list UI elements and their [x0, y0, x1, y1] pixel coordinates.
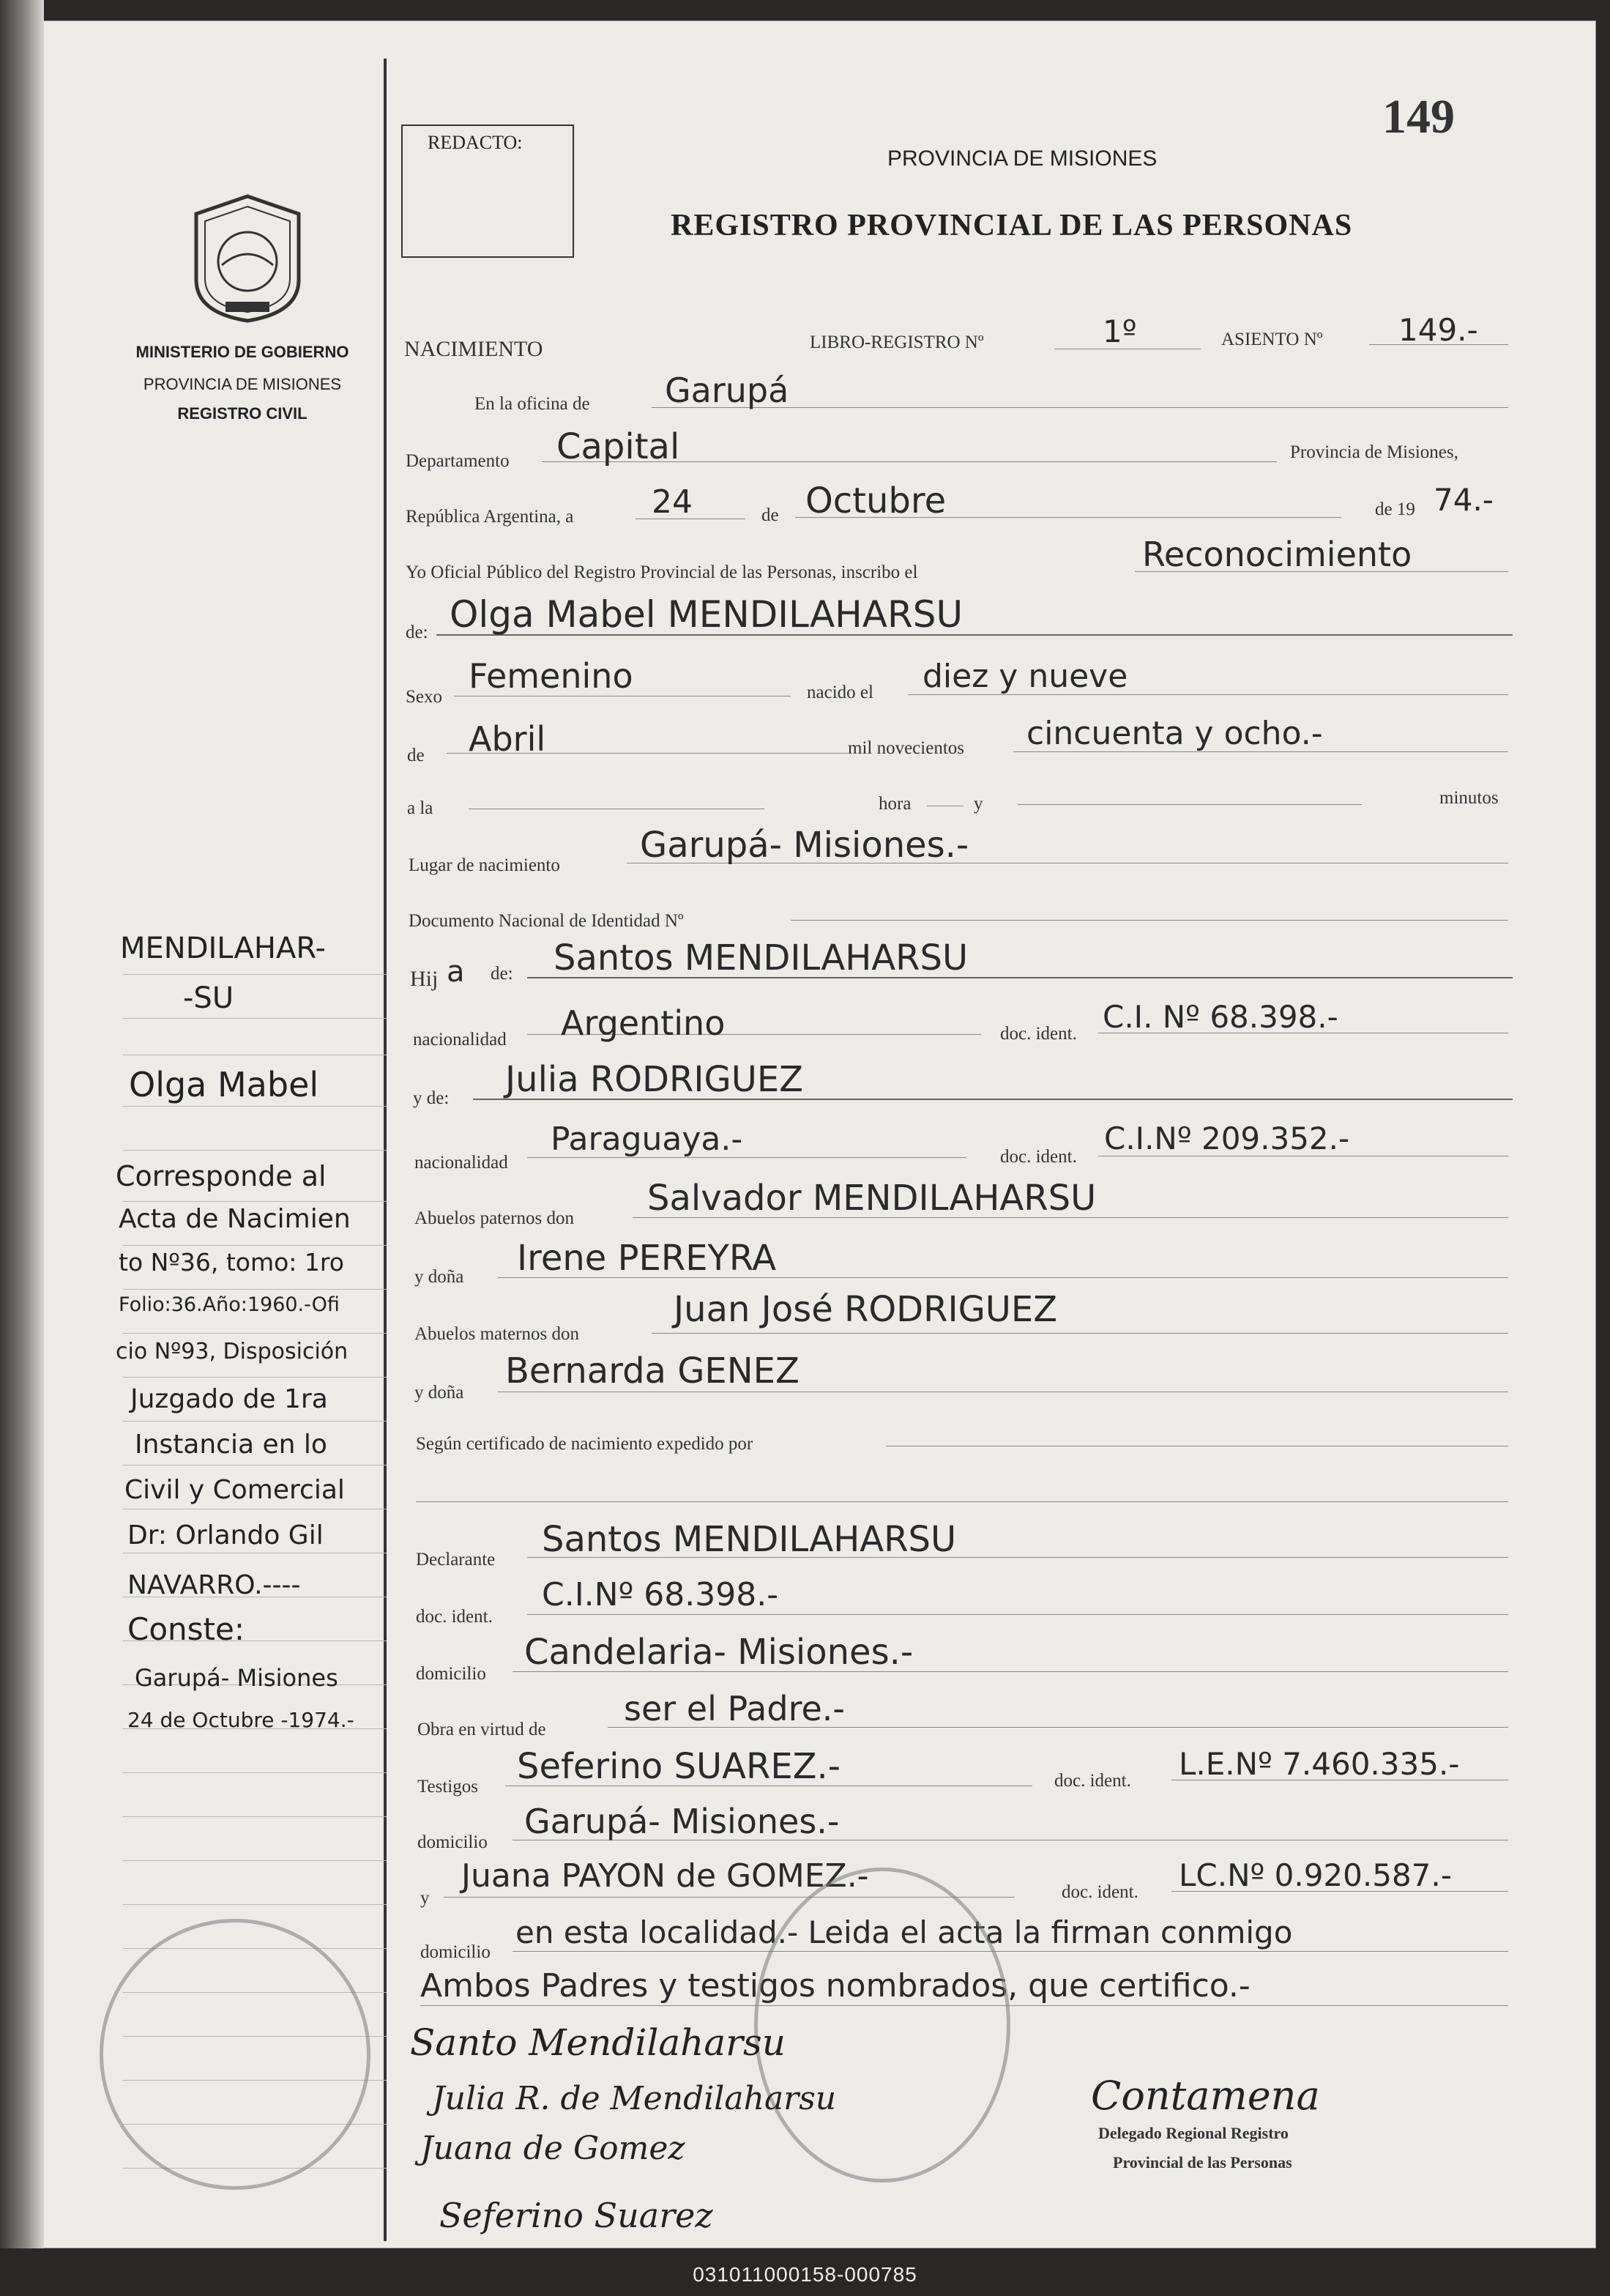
- abuelos-mat-label: Abuelos maternos don: [414, 1324, 579, 1344]
- mil-label: mil novecientos: [848, 738, 964, 758]
- mes-nac-value: Abril: [469, 719, 546, 759]
- margin-note-line: NAVARRO.----: [127, 1570, 301, 1600]
- registry-heading: REGISTRO PROVINCIAL DE LAS PERSONAS: [671, 209, 1353, 242]
- decl-doc-value: C.I.Nº 68.398.-: [542, 1576, 779, 1613]
- testigos-label: Testigos: [417, 1777, 478, 1797]
- decl-dom-label: domicilio: [416, 1664, 486, 1684]
- asiento-value: 149.-: [1398, 312, 1478, 348]
- provincia-label: Provincia de Misiones,: [1290, 442, 1458, 462]
- closing-value: Ambos Padres y testigos nombrados, que certifico.-: [420, 1967, 1251, 2005]
- ministry-registry-label: REGISTRO CIVIL: [177, 404, 308, 423]
- de-persona-label: de:: [406, 623, 428, 642]
- a-la-label: a la: [407, 798, 433, 818]
- signature-witness-2: Juana de Gomez: [420, 2130, 685, 2167]
- margin-note-line: Acta de Nacimien: [119, 1204, 351, 1234]
- official-stamp-line-1: Delegado Regional Registro: [1098, 2124, 1289, 2142]
- obra-value: ser el Padre.-: [624, 1689, 845, 1728]
- registry-seal-center: [754, 1868, 1010, 2182]
- margin-note-line: Juzgado de 1ra: [130, 1384, 328, 1414]
- abuelo-pat-value: Salvador MENDILAHARSU: [647, 1178, 1097, 1219]
- asiento-label: ASIENTO Nº: [1221, 330, 1323, 349]
- testigo2-dom-label: domicilio: [420, 1942, 491, 1962]
- margin-note-line: Corresponde al: [116, 1160, 327, 1192]
- testigo2-doc-label: doc. ident.: [1062, 1882, 1138, 1902]
- departamento-value: Capital: [556, 426, 680, 467]
- sexo-label: Sexo: [406, 687, 442, 707]
- anio-nac-value: cincuenta y ocho.-: [1026, 715, 1323, 752]
- de-mes-label: de: [407, 746, 425, 765]
- declarante-value: Santos MENDILAHARSU: [542, 1519, 957, 1560]
- registry-seal-left: [100, 1919, 370, 2190]
- margin-note-line: Conste:: [127, 1611, 245, 1647]
- dni-label: Documento Nacional de Identidad Nº: [409, 911, 684, 931]
- madre-doc-label: doc. ident.: [1000, 1147, 1077, 1167]
- padre-doc-value: C.I. Nº 68.398.-: [1103, 999, 1338, 1035]
- margin-note-line: Dr: Orlando Gil: [127, 1520, 324, 1550]
- hija-label: Hij: [410, 967, 439, 991]
- hora-label: hora: [879, 794, 912, 814]
- document-code: 031011000158-000785: [693, 2263, 917, 2286]
- decl-doc-label: doc. ident.: [416, 1607, 493, 1627]
- book-spine: [0, 0, 44, 2248]
- margin-given-name: Olga Mabel: [129, 1065, 319, 1104]
- decl-dom-value: Candelaria- Misiones.-: [524, 1632, 914, 1673]
- departamento-label: Departamento: [406, 451, 510, 471]
- padre-nac-value: Argentino: [561, 1003, 726, 1043]
- madre-doc-value: C.I.Nº 209.352.-: [1104, 1121, 1350, 1156]
- folio-number: 149: [1382, 90, 1455, 144]
- signature-official: Contamena: [1091, 2073, 1320, 2119]
- y-test-label: y: [420, 1888, 430, 1908]
- testigo2-doc-value: LC.Nº 0.920.587.-: [1179, 1857, 1452, 1893]
- anio-value: 74.-: [1434, 482, 1494, 518]
- oficial-label: Yo Oficial Público del Registro Provincial de las Personas, inscribo el: [406, 562, 918, 582]
- abuelos-pat-label: Abuelos paternos don: [414, 1208, 575, 1228]
- ministry-label: MINISTERIO DE GOBIERNO: [135, 343, 349, 361]
- madre-nac-value: Paraguaya.-: [551, 1121, 743, 1158]
- sexo-value: Femenino: [469, 656, 633, 696]
- minutos-label: minutos: [1439, 788, 1499, 808]
- padre-doc-label: doc. ident.: [1000, 1024, 1077, 1044]
- obra-label: Obra en virtud de: [417, 1720, 546, 1739]
- dia-value: 24: [652, 483, 693, 521]
- republica-label: República Argentina, a: [406, 507, 574, 527]
- abuelo-mat-value: Juan José RODRIGUEZ: [674, 1289, 1058, 1330]
- margin-note-line: Instancia en lo: [135, 1430, 327, 1460]
- margin-note-line: cio Nº93, Disposición: [116, 1339, 349, 1364]
- redacto-box: [401, 125, 574, 258]
- testigo2-value: Juana PAYON de GOMEZ.-: [461, 1857, 869, 1895]
- de-anio-label: de 19: [1375, 499, 1415, 519]
- testigo1-dom-value: Garupá- Misiones.-: [524, 1802, 840, 1841]
- testigo1-doc-label: doc. ident.: [1054, 1771, 1131, 1791]
- ministry-province-label: PROVINCIA DE MISIONES: [143, 375, 342, 393]
- testigo1-doc-value: L.E.Nº 7.460.335.-: [1179, 1746, 1460, 1782]
- margin-note-line: Garupá- Misiones: [135, 1664, 338, 1692]
- abuela-pat-value: Irene PEREYRA: [517, 1238, 777, 1279]
- declarante-label: Declarante: [416, 1550, 496, 1569]
- nacido-label: nacido el: [807, 683, 873, 702]
- margin-note-line: Civil y Comercial: [124, 1475, 345, 1505]
- margin-note-line: 24 de Octubre -1974.-: [127, 1708, 354, 1732]
- margin-note-line: Folio:36.Año:1960.-Ofi: [119, 1293, 340, 1316]
- act-type-label: NACIMIENTO: [404, 337, 543, 361]
- y-de-label: y de:: [413, 1088, 450, 1108]
- oficina-value: Garupá: [665, 371, 789, 410]
- madre-nac-label: nacionalidad: [414, 1153, 508, 1173]
- segun-label: Según certificado de nacimiento expedido por: [416, 1434, 753, 1454]
- padre-nac-label: nacionalidad: [413, 1030, 507, 1049]
- lugar-value: Garupá- Misiones.-: [640, 825, 969, 866]
- y-dona-mat-label: y doña: [414, 1383, 464, 1403]
- padre-value: Santos MENDILAHARSU: [554, 937, 969, 978]
- abuela-mat-value: Bernarda GENEZ: [505, 1351, 800, 1392]
- margin-surname-2: -SU: [183, 981, 234, 1015]
- libro-label: LIBRO-REGISTRO Nº: [810, 332, 984, 352]
- lugar-label: Lugar de nacimiento: [409, 855, 560, 875]
- coat-of-arms-icon: [189, 192, 306, 324]
- signature-witness-1: Seferino Suarez: [439, 2196, 713, 2235]
- hija-de-label: de:: [491, 964, 513, 984]
- official-stamp-line-2: Provincial de las Personas: [1113, 2153, 1292, 2171]
- libro-value: 1º: [1103, 313, 1137, 349]
- y-label: y: [974, 794, 983, 814]
- madre-value: Julia RODRIGUEZ: [505, 1059, 804, 1100]
- testigo1-dom-label: domicilio: [417, 1832, 488, 1852]
- province-heading: PROVINCIA DE MISIONES: [887, 146, 1158, 171]
- oficial-value: Reconocimiento: [1142, 535, 1412, 574]
- margin-note-line: to Nº36, tomo: 1ro: [119, 1248, 344, 1277]
- nacido-value: diez y nueve: [923, 658, 1128, 695]
- persona-value: Olga Mabel MENDILAHARSU: [450, 593, 964, 636]
- signature-father: Santo Mendilaharsu: [410, 2021, 786, 2064]
- oficina-label: En la oficina de: [474, 394, 590, 414]
- hija-suffix: a: [447, 955, 465, 989]
- testigo2-dom-value: en esta localidad.- Leida el acta la firman conmigo: [515, 1914, 1293, 1950]
- redacto-label: REDACTO:: [428, 132, 523, 153]
- testigo1-value: Seferino SUAREZ.-: [517, 1746, 841, 1787]
- mes-value: Octubre: [805, 480, 947, 521]
- y-dona-pat-label: y doña: [414, 1267, 464, 1287]
- de-label: de: [761, 505, 779, 525]
- signature-mother: Julia R. de Mendilaharsu: [432, 2080, 837, 2117]
- margin-surname-1: MENDILAHAR-: [120, 932, 326, 965]
